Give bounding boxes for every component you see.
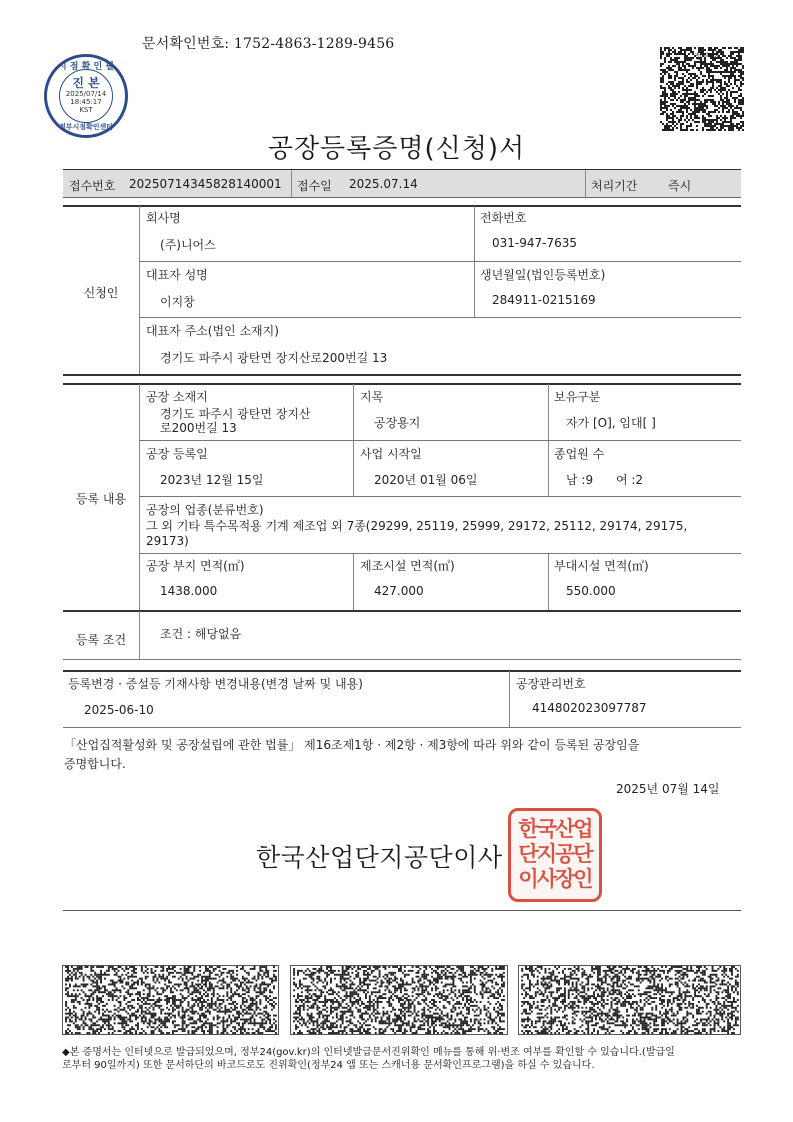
section-condition: 등록 조건 bbox=[75, 633, 127, 647]
ownership-value: 자가 [O], 임대[ ] bbox=[566, 416, 656, 430]
auxiliary-area-value: 550.000 bbox=[566, 584, 616, 598]
factory-management-number-label: 공장관리번호 bbox=[516, 677, 586, 691]
site-area-value: 1438.000 bbox=[160, 584, 218, 598]
receipt-number-value: 20250714345828140001 bbox=[129, 177, 282, 191]
seal-bottom-text: 정부시점확인센터 bbox=[58, 123, 114, 131]
manufacturing-area-value: 427.000 bbox=[374, 584, 424, 598]
seal-main-text: 진 본 bbox=[72, 76, 100, 90]
barcode-3 bbox=[518, 965, 741, 1035]
manufacturing-area-label: 제조시설 면적(㎡) bbox=[360, 559, 455, 573]
factory-management-number-value: 414802023097787 bbox=[532, 701, 647, 715]
authenticity-seal bbox=[44, 54, 128, 138]
birth-date-value: 284911-0215169 bbox=[492, 293, 596, 307]
representative-label: 대표자 성명 bbox=[146, 268, 208, 282]
seal-timestamp: 2025/07/14 18:45:17 KST bbox=[65, 90, 107, 114]
issue-date: 2025년 07월 14일 bbox=[616, 782, 720, 796]
phone-value: 031-947-7635 bbox=[492, 236, 578, 250]
site-area-label: 공장 부지 면적(㎡) bbox=[146, 559, 245, 573]
change-history-label: 등록변경 · 증설등 기재사항 변경내용(변경 날짜 및 내용) bbox=[68, 677, 363, 691]
change-history-value: 2025-06-10 bbox=[84, 703, 154, 717]
company-name-label: 회사명 bbox=[146, 211, 181, 225]
registration-date-value: 2023년 12월 15일 bbox=[160, 473, 264, 487]
official-stamp bbox=[508, 808, 602, 902]
land-category-value: 공장용지 bbox=[374, 416, 421, 430]
processing-period-label: 처리기간 bbox=[591, 179, 638, 193]
ownership-label: 보유구분 bbox=[554, 390, 601, 404]
auxiliary-area-label: 부대시설 면적(㎡) bbox=[554, 559, 649, 573]
barcode-2 bbox=[290, 965, 508, 1035]
land-category-label: 지목 bbox=[360, 390, 384, 404]
representative-value: 이지창 bbox=[160, 295, 195, 309]
representative-address-label: 대표자 주소(법인 소재지) bbox=[146, 324, 279, 338]
industry-value: 그 외 기타 특수목적용 기계 제조업 외 7종(29299, 25119, 25999, 29172, 25112, 29174, 29175, 29173) bbox=[146, 519, 688, 548]
registration-date-label: 공장 등록일 bbox=[146, 447, 208, 461]
receipt-date-value: 2025.07.14 bbox=[349, 177, 418, 191]
footer-notice: ◆본 증명서는 인터넷으로 발급되었으며, 정부24(gov.kr)의 인터넷발급문서진위확인 메뉴를 통해 위·변조 여부를 확인할 수 있습니다.(발급일 로부터 90일까지) 또한 문서하단의 바코드로도 진위확인(정부24 앱 또는 스캐너용 문서확인프로그램)을 하실 수 있습니다. bbox=[62, 1047, 675, 1071]
qr-label: 정부24 bbox=[694, 52, 720, 61]
representative-address-value: 경기도 파주시 광탄면 장지산로200번길 13 bbox=[160, 351, 388, 365]
birth-date-label: 생년월일(법인등록번호) bbox=[480, 268, 606, 282]
factory-location-value: 경기도 파주시 광탄면 장지산 로200번길 13 bbox=[160, 407, 311, 435]
processing-period-value: 즉시 bbox=[668, 179, 692, 193]
stamp-text: 한국산업단지공단이사장인 bbox=[518, 817, 592, 891]
seal-top-text: 시 점 확 인 필 bbox=[57, 62, 114, 72]
condition-value: 조건 : 해당없음 bbox=[160, 627, 242, 641]
section-applicant: 신청인 bbox=[83, 286, 119, 300]
page-title: 공장등록증명(신청)서 bbox=[267, 134, 526, 164]
employee-count-label: 종업원 수 bbox=[554, 447, 605, 461]
employee-count-value: 남 :9 여 :2 bbox=[566, 473, 644, 487]
business-start-value: 2020년 01월 06일 bbox=[374, 473, 478, 487]
document-confirmation-number: 문서확인번호: 1752-4863-1289-9456 bbox=[142, 36, 395, 52]
business-start-label: 사업 시작일 bbox=[360, 447, 422, 461]
industry-label: 공장의 업종(분류번호) bbox=[146, 503, 264, 517]
company-name-value: (주)니어스 bbox=[160, 238, 216, 252]
section-registration: 등록 내용 bbox=[75, 492, 127, 506]
barcode-1 bbox=[62, 965, 279, 1035]
receipt-number-label: 접수번호 bbox=[69, 179, 116, 193]
issuer-name: 한국산업단지공단이사 bbox=[256, 843, 503, 872]
certification-statement: 「산업집적활성화 및 공장설립에 관한 법률」 제16조제1항 · 제2항 · 제3항에 따라 위와 같이 등록된 공장임을 증명합니다. bbox=[64, 738, 640, 771]
factory-location-label: 공장 소재지 bbox=[146, 390, 208, 404]
receipt-date-label: 접수일 bbox=[297, 179, 332, 193]
phone-label: 전화번호 bbox=[480, 211, 527, 225]
receipt-bar bbox=[63, 169, 741, 198]
